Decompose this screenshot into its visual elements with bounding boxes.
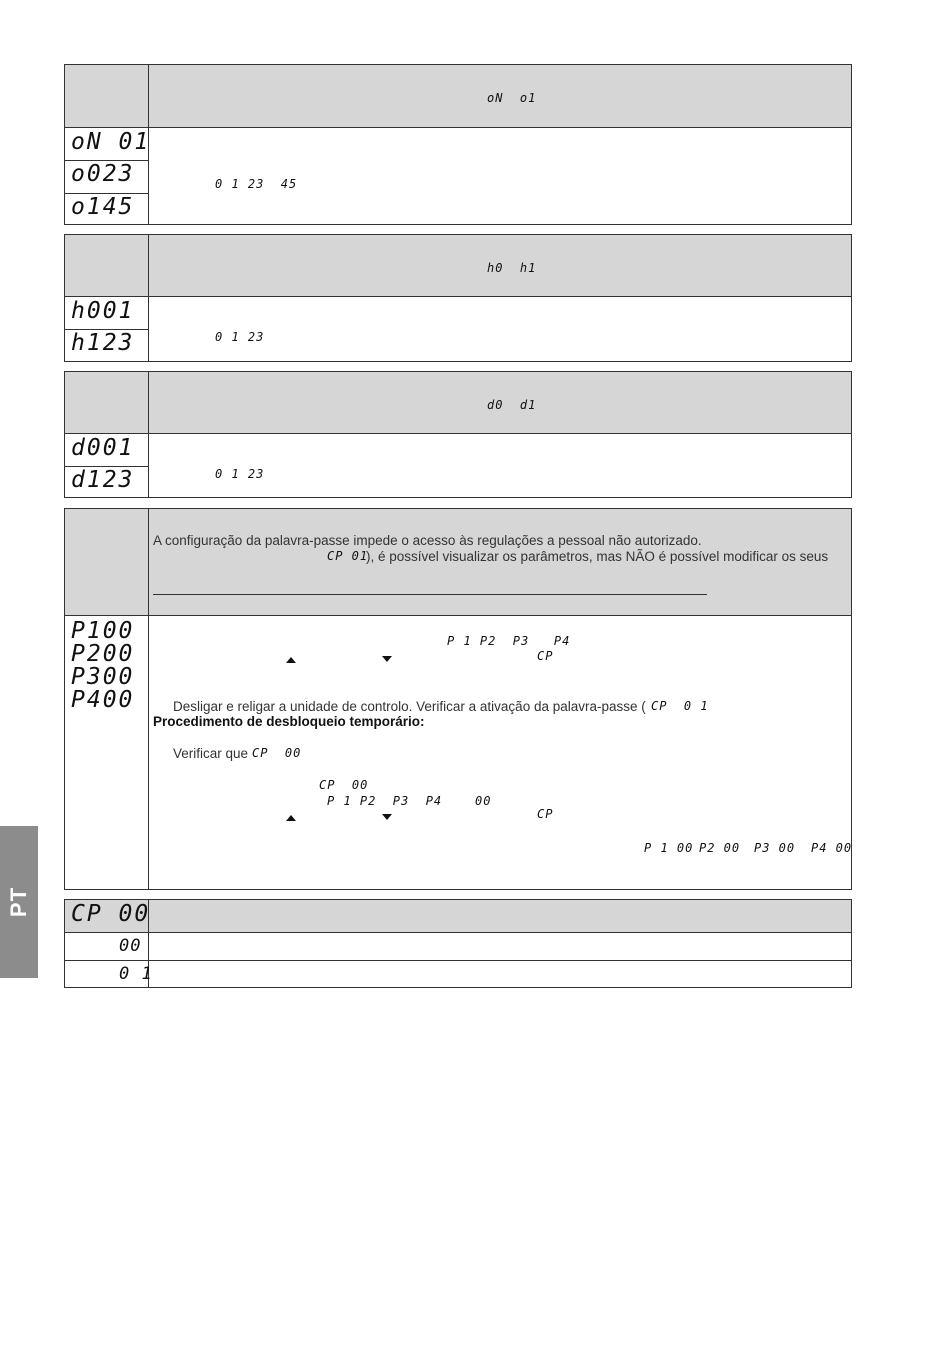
table-hours [64,234,852,362]
display-code: d123 [71,467,135,493]
language-tab-label: PT [6,886,31,918]
display-code: P300 [71,664,135,690]
table-row [65,932,851,960]
down-arrow-icon [382,656,392,662]
table-password [64,508,852,890]
value-digits: 0 1 23 45 [215,177,298,191]
option-value: 0 1 [119,964,153,984]
table-header [65,235,851,296]
display-code: h001 [71,298,135,324]
up-arrow-icon [286,657,296,663]
table-row [65,615,851,889]
password-code: CP [537,649,554,663]
password-code: P4 00 [811,841,853,855]
table-cp [64,899,852,988]
option-value: 00 [119,936,142,956]
display-code: P100 [71,618,135,644]
password-code: CP 00 [252,746,302,760]
display-code: o145 [71,194,135,220]
value-digits: 0 1 23 [215,467,265,481]
password-code: P2 00 [699,841,741,855]
table-header [65,372,851,433]
table-header [65,900,851,932]
display-code: d001 [71,435,135,461]
table-row [65,296,851,361]
down-arrow-icon [382,814,392,820]
display-code: h123 [71,330,135,356]
display-code: o023 [71,161,135,187]
header-code: h0 h1 [487,261,537,275]
password-digits: P 1 P2 P3 P4 [447,634,571,648]
table-header [65,65,851,127]
password-code: P 1 00 [644,841,694,855]
up-arrow-icon [286,815,296,821]
table-days [64,371,852,498]
password-intro-text-2: ), é possível visualizar os parâmetros, mas NÃO é possível modificar os seus [366,549,829,564]
password-code: CP 01 [327,549,369,563]
table-on-off [64,64,852,225]
password-digits: P 1 P2 P3 P4 00 [327,794,492,808]
restart-text: Desligar e religar a unidade de controlo. Verificar a ativação da palavra-passe ( [173,699,646,714]
table-row [65,127,851,224]
password-intro-text: A configuração da palavra-passe impede o acesso às regulações a pessoal não autorizado. [153,533,702,548]
display-code: CP 00 [71,901,151,927]
value-digits: 0 1 23 [215,330,265,344]
table-row [65,433,851,497]
display-code: P200 [71,641,135,667]
verify-text: Verificar que [173,746,249,761]
password-code: CP [537,807,554,821]
header-code: oN o1 [487,91,537,105]
display-code: oN 01 [71,129,151,155]
language-tab [0,826,38,978]
text-underline [153,594,707,595]
password-code: P3 00 [754,841,796,855]
display-code: P400 [71,687,135,713]
table-header [65,509,851,615]
table-row [65,960,851,987]
password-code: CP 0 1 [651,699,709,713]
password-code: CP 00 [319,778,369,792]
header-code: d0 d1 [487,398,537,412]
unlock-heading: Procedimento de desbloqueio temporário: [153,714,425,729]
